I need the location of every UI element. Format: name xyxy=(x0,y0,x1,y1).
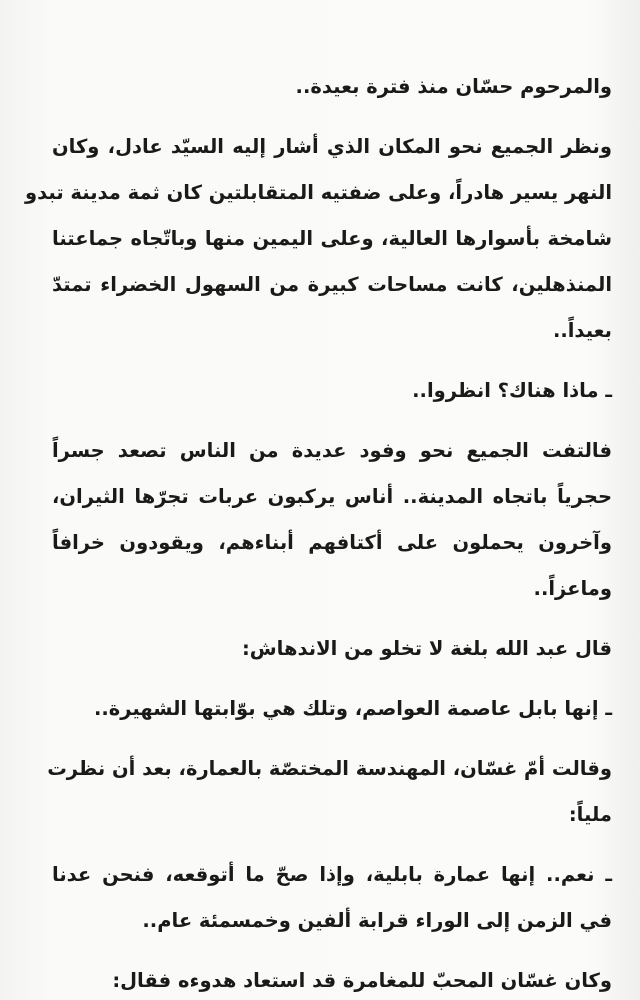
paragraph-5 xyxy=(52,626,612,672)
text-line: قال عبد الله بلغة لا تخلو من الاندهاش: xyxy=(241,637,612,660)
text-line: ـ ماذا هناك؟ انظروا.. xyxy=(412,379,612,402)
text-line: وماعزاً.. xyxy=(533,577,612,600)
text-line: ملياً: xyxy=(568,803,612,826)
paragraph-3 xyxy=(52,368,612,414)
text-line: والمرحوم حسّان منذ فترة بعيدة.. xyxy=(295,75,612,98)
paragraph-7 xyxy=(47,746,612,838)
paragraph-8 xyxy=(52,852,612,944)
text-line: النهر يسير هادراً، وعلى ضفتيه المتقابلتين كان ثمة مدينة تبدو xyxy=(24,181,612,204)
text-line: في الزمن إلى الوراء قرابة ألفين وخمسمئة عام.. xyxy=(142,909,612,932)
text-line: وقالت أمّ غسّان، المهندسة المختصّة بالعمارة، بعد أن نظرت xyxy=(47,757,612,780)
text-line: شامخة بأسوارها العالية، وعلى اليمين منها وباتّجاه جماعتنا xyxy=(52,227,612,250)
text-line: ـ نعم.. إنها عمارة بابلية، وإذا صحّ ما أتوقعه، فنحن عدنا xyxy=(52,863,612,886)
text-line: المنذهلين، كانت مساحات كبيرة من السهول الخضراء تمتدّ xyxy=(52,273,612,296)
text-line: وكان غسّان المحبّ للمغامرة قد استعاد هدوءه فقال: xyxy=(112,969,612,992)
text-line: وآخرون يحملون على أكتافهم أبناءهم، ويقودون خرافاً xyxy=(52,531,612,554)
paragraph-2 xyxy=(24,124,612,354)
text-line: فالتفت الجميع نحو وفود عديدة من الناس تصعد جسراً xyxy=(52,439,612,462)
paragraph-4 xyxy=(52,428,612,612)
text-line: ونظر الجميع نحو المكان الذي أشار إليه السيّد عادل، وكان xyxy=(52,135,612,158)
text-line: ـ إنها بابل عاصمة العواصم، وتلك هي بوّابتها الشهيرة.. xyxy=(93,697,612,720)
text-line: بعيداً.. xyxy=(552,319,612,342)
paragraph-6 xyxy=(52,686,612,732)
body-text xyxy=(24,64,612,1000)
paragraph-9 xyxy=(52,958,612,1000)
paragraph-1 xyxy=(52,64,612,110)
text-line: حجرياً باتجاه المدينة.. أناس يركبون عربات تجرّها الثيران، xyxy=(52,485,612,508)
